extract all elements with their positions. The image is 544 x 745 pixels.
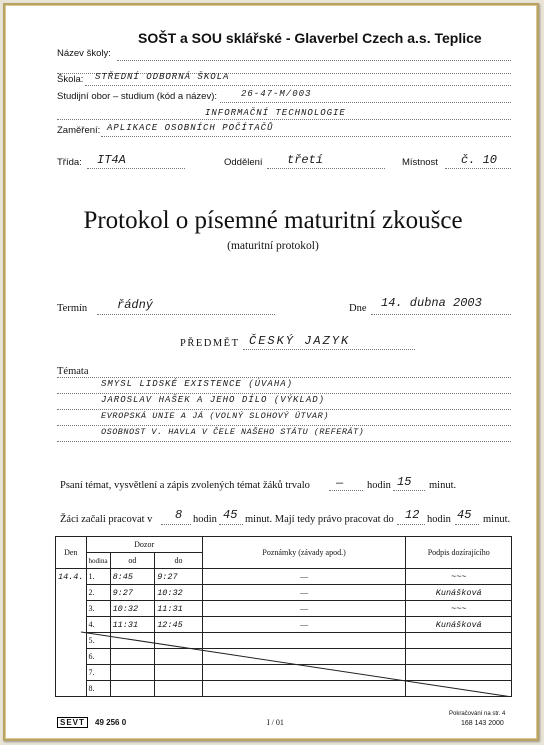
signature-cell: ~~~ (406, 569, 512, 585)
dotted-line (87, 168, 185, 169)
school-name-label: Název školy: (57, 48, 111, 59)
dotted-line (267, 168, 385, 169)
subject-label: PŘEDMĚT (180, 338, 240, 349)
row-number: 1. (86, 569, 110, 585)
dotted-line (220, 102, 511, 103)
row-number: 8. (86, 681, 110, 697)
col-den-header: Den (56, 537, 87, 569)
dotted-line (329, 490, 363, 491)
dotted-line (57, 425, 511, 426)
end-hour: 12 (405, 508, 420, 522)
zamereni-value: APLIKACE OSOBNÍCH POČÍTAČŮ (107, 123, 274, 133)
document-page (3, 3, 539, 741)
topic-item: OSOBNOST V. HAVLA V ČELE NAŠEHO STÁTU (REFERÁT) (101, 427, 365, 437)
dotted-line (57, 119, 511, 120)
hodin-label: hodin (427, 514, 451, 525)
mistnost-value: č. 10 (461, 153, 498, 167)
school-name-value: SOŠT a SOU sklářské - Glaverbel Czech a.s. Teplice (138, 30, 482, 46)
topic-item: SMYSL LIDSKÉ EXISTENCE (ÚVAHA) (101, 379, 294, 389)
row-number: 3. (86, 601, 110, 617)
timing-line1-text: Psaní témat, vysvětlení a zápis zvolených témat žáků trvalo (60, 480, 310, 491)
obor-label: Studijní obor – studium (kód a název): (57, 91, 218, 102)
row-number: 4. (86, 617, 110, 633)
timing-line1-hours: — (336, 476, 344, 490)
topics-label: Témata (57, 366, 89, 377)
time-from: 11:31 (110, 617, 155, 633)
obor-name: INFORMAČNÍ TECHNOLOGIE (205, 108, 346, 118)
dotted-line (219, 524, 243, 525)
dotted-line (243, 349, 415, 350)
dotted-line (397, 524, 425, 525)
note-cell: — (202, 569, 406, 585)
col-poznamky-header: Poznámky (závady apod.) (202, 537, 406, 569)
dotted-line (57, 377, 511, 378)
row-number: 6. (86, 649, 110, 665)
end-minute: 45 (457, 508, 472, 522)
school-value: STŘEDNÍ ODBORNÁ ŠKOLA (95, 72, 230, 82)
dotted-line (101, 136, 511, 137)
signature-cell: Kunášková (406, 617, 512, 633)
dotted-line (57, 441, 511, 442)
form-code: 49 256 0 (95, 718, 127, 727)
termin-label: Termín (57, 303, 88, 314)
dotted-line (455, 524, 479, 525)
minut-label: minut. (429, 480, 457, 491)
col-dozor-header: Dozor (86, 537, 202, 553)
hodin-label: hodin (193, 514, 217, 525)
start-minute: 45 (223, 508, 238, 522)
col-podpis-header: Podpis dozírajícího (406, 537, 512, 569)
time-to: 10:32 (155, 585, 203, 601)
time-from: 8:45 (110, 569, 155, 585)
col-hodina-header: hodina (86, 553, 110, 569)
obor-code: 26-47-M/003 (241, 89, 312, 99)
timing-line2-b: minut. Mají tedy právo pracovat do (245, 514, 394, 525)
print-number: 168 143 2000 (461, 720, 504, 727)
dotted-line (371, 314, 511, 315)
note-cell: — (202, 585, 406, 601)
oddeleni-label: Oddělení (224, 157, 263, 168)
note-cell: — (202, 601, 406, 617)
start-hour: 8 (175, 508, 183, 522)
zamereni-label: Zaměření: (57, 125, 101, 136)
timing-line2-a: Žáci začali pracovat v (60, 514, 153, 525)
dotted-line (57, 393, 511, 394)
strike-through-line (55, 536, 512, 697)
dotted-line (445, 168, 511, 169)
sevt-logo: SEVT (57, 717, 88, 728)
time-to: 11:31 (155, 601, 203, 617)
topic-item: EVROPSKÁ UNIE A JÁ (VOLNÝ SLOHOVÝ ÚTVAR) (101, 411, 330, 421)
time-from: 9:27 (110, 585, 155, 601)
dotted-line (57, 409, 511, 410)
dotted-line (97, 314, 275, 315)
day-cell: 14.4. (56, 569, 87, 697)
minut-label: minut. (483, 514, 511, 525)
topic-item: JAROSLAV HAŠEK A JEHO DÍLO (VÝKLAD) (101, 395, 326, 405)
timing-line1-minutes: 15 (397, 475, 412, 489)
hodin-label: hodin (367, 480, 391, 491)
col-do-header: do (155, 553, 203, 569)
page-number: I / 01 (267, 718, 284, 727)
row-number: 5. (86, 633, 110, 649)
dne-value: 14. dubna 2003 (381, 296, 482, 310)
signature-cell: ~~~ (406, 601, 512, 617)
note-cell: — (202, 617, 406, 633)
document-subtitle: (maturitní protokol) (227, 240, 319, 252)
mistnost-label: Místnost (402, 157, 438, 168)
time-to: 12:45 (155, 617, 203, 633)
dotted-line (161, 524, 191, 525)
document-title: Protokol o písemné maturitní zkoušce (83, 207, 463, 234)
school-label: Škola: (57, 74, 84, 85)
row-number: 2. (86, 585, 110, 601)
trida-label: Třída: (57, 157, 82, 168)
continued-note: Pokračování na str. 4 (449, 711, 506, 717)
dotted-line (117, 60, 511, 61)
row-number: 7. (86, 665, 110, 681)
dne-label: Dne (349, 303, 367, 314)
time-to: 9:27 (155, 569, 203, 585)
dotted-line (85, 85, 511, 86)
subject-value: ČESKÝ JAZYK (249, 334, 351, 348)
termin-value: řádný (117, 298, 154, 312)
col-od-header: od (110, 553, 155, 569)
trida-value: IT4A (97, 153, 126, 167)
dotted-line (393, 490, 425, 491)
signature-cell: Kunášková (406, 585, 512, 601)
time-from: 10:32 (110, 601, 155, 617)
oddeleni-value: třetí (287, 153, 324, 167)
